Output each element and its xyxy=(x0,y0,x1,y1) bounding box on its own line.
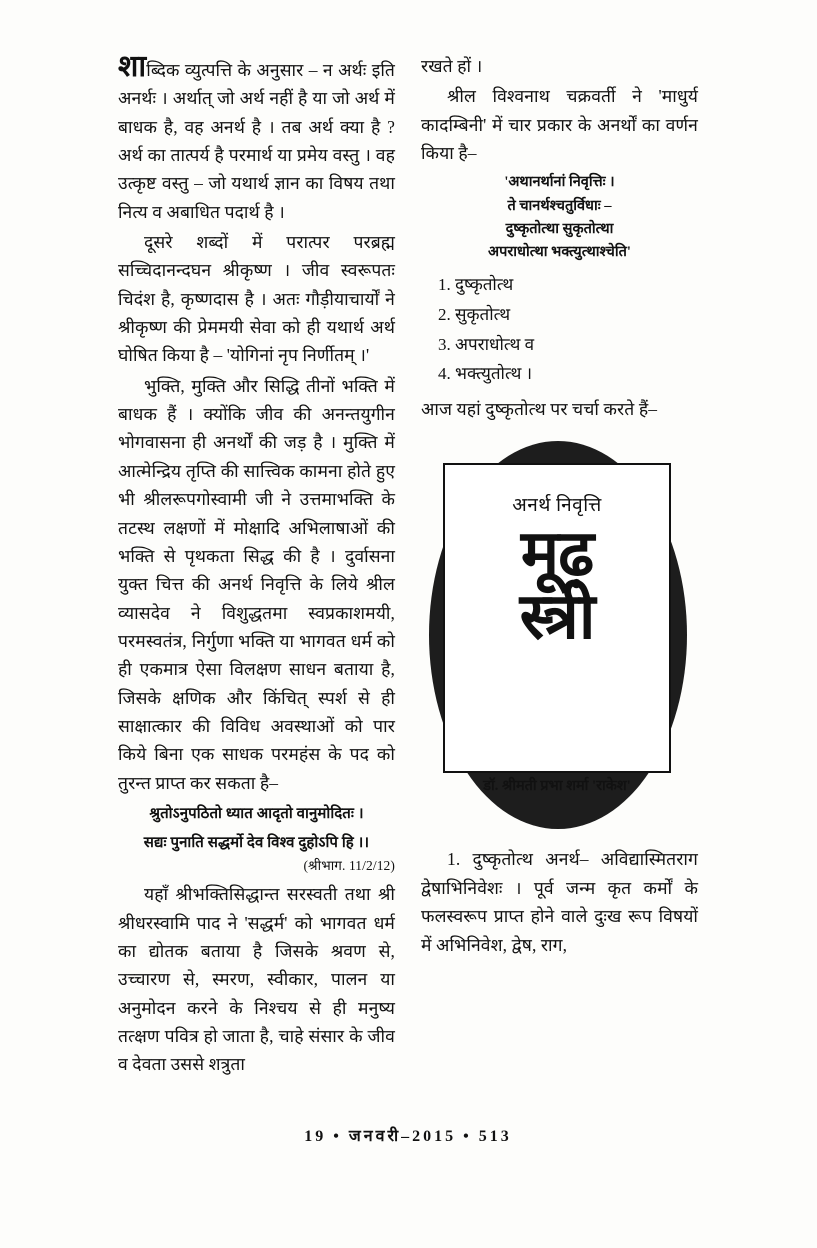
verse-reference: (श्रीभाग. 11/2/12) xyxy=(303,858,395,874)
verse-line-1: श्रुतोऽनुपठितो ध्यात आदृतो वानुमोदितः । xyxy=(149,805,364,822)
two-column-layout xyxy=(118,52,698,1142)
paragraph-continuation: रखते हों । xyxy=(421,56,483,76)
book-cover-figure xyxy=(421,435,698,835)
book-title-line-1: मूढ़ xyxy=(520,518,594,590)
sanskrit-line-4: अपराधोत्था भक्त्युत्थाश्चेति' xyxy=(488,243,631,260)
book-title-line-2: स्त्री xyxy=(519,581,595,653)
paragraph-closing: यहाँ श्रीभक्तिसिद्धान्त सरस्वती तथा श्री श्रीधरस्वामि पाद ने 'सद्धर्म' को भागवत धर्म का द्योतक बताया है जिसके श्रवण से, उच्चारण से, स्मरण, स्वीकार, पालन या अनुमोदन करने के निश्चय से ही मनुष्य तत्क्षण पवित्र हो जाता है, चाहे संसार के जीव व देवता उससे शत्रुता xyxy=(118,884,395,1075)
verse-line-2: सद्यः पुनाति सद्धर्मो देव विश्व दुहोऽपि हि ।। xyxy=(143,835,370,852)
paragraph-opening: शाब्दिक व्युत्पत्ति के अनुसार – न अर्थः इति अनर्थः । अर्थात् जो अर्थ नहीं है या जो अर्थ में बाधक है, वह अनर्थ है । तब अर्थ क्या है ? अर्थ का तात्पर्य है परमार्थ या प्रमेय वस्तु । वह उत्कृष्ट वस्तु – जो यथार्थ ज्ञान का विषय तथा नित्य व अबाधित पदार्थ है । xyxy=(118,50,395,222)
list-item: 3. अपराधोत्थ व xyxy=(455,330,698,360)
sanskrit-line-1: 'अथानर्थानां निवृत्तिः । xyxy=(504,174,615,191)
sanskrit-line-2: ते चानर्थश्चतुर्विधाः – xyxy=(507,197,612,214)
sanskrit-line-3: दुष्कृतोत्था सुकृतोत्था xyxy=(505,220,614,237)
paragraph-four-anarthas: श्रील विश्वनाथ चक्रवर्ती ने 'माधुर्य कादम्बिनी' में चार प्रकार के अनर्थों का वर्णन किया है– xyxy=(421,86,698,164)
list-item: 2. सुकृतोत्थ xyxy=(455,300,698,330)
list-item: 4. भक्त्युतोत्थ । xyxy=(455,359,698,389)
sanskrit-quote-block xyxy=(421,171,698,264)
page-content xyxy=(118,52,698,1182)
left-column xyxy=(118,52,395,1142)
paragraph-dushkritottha: 1. दुष्कृतोत्थ अनर्थ– अविद्यास्मितराग द्वेषाभिनिवेशः । पूर्व जन्म कृत कर्मों के फलस्वरूप प्राप्त होने वाले दुःख रूप विषयों में अभिनिवेश, द्वेष, राग, xyxy=(421,849,698,955)
right-column xyxy=(421,52,698,1142)
book-author: डॉ. श्रीमती प्रभा शर्मा 'राकेश' xyxy=(483,778,631,795)
paragraph-third: भुक्ति, मुक्ति और सिद्धि तीनों भक्ति में बाधक हैं । क्योंकि जीव की अनन्तयुगीन भोगवासना ही अनर्थों की जड़ है । मुक्ति में आत्मेन्द्रिय तृप्ति की सात्त्विक कामना होते हुए भी श्रीलरूपगोस्वामी जी ने उत्तमाभक्ति के तटस्थ लक्षणों में मोक्षादि अभिलाषाओं की भक्ति से पृथकता सिद्ध की है । दुर्वासना युक्त चित्त की अनर्थ निवृत्ति के लिये श्रील व्यासदेव ने विशुद्धतमा स्वप्रकाशमयी, परमस्वतंत्र, निर्गुणा भक्ति या भागवत धर्म को ही एकमात्र ऐसा विलक्षण साधन बताया है, जिसके क्षणिक और किंचित् स्पर्श से ही साक्षात्कार की विविध अवस्थाओं को पार किये बिना एक साधक परमहंस के पद को तुरन्त प्राप्त कर सकता है– xyxy=(118,375,395,793)
paragraph-after-list: आज यहां दुष्कृतोत्थ पर चर्चा करते हैं– xyxy=(421,399,658,420)
list-item: 1. दुष्कृतोत्थ xyxy=(455,270,698,300)
paragraph-second: दूसरे शब्दों में परात्पर परब्रह्म सच्चिदानन्दघन श्रीकृष्ण । जीव स्वरूपतः चिदंश है, कृष्णदास है । अतः गौड़ीयाचार्यों ने श्रीकृष्ण की प्रेममयी सेवा को ही यथार्थ अर्थ घोषित किया है – 'योगिनां नृप निर्णीतम् ।' xyxy=(118,232,395,366)
anartha-list xyxy=(421,270,698,389)
page-footer: 19 • जनवरी–2015 • 513 xyxy=(304,1128,512,1145)
book-cover xyxy=(443,463,671,773)
book-subtitle: अनर्थ निवृत्ति xyxy=(512,495,602,517)
